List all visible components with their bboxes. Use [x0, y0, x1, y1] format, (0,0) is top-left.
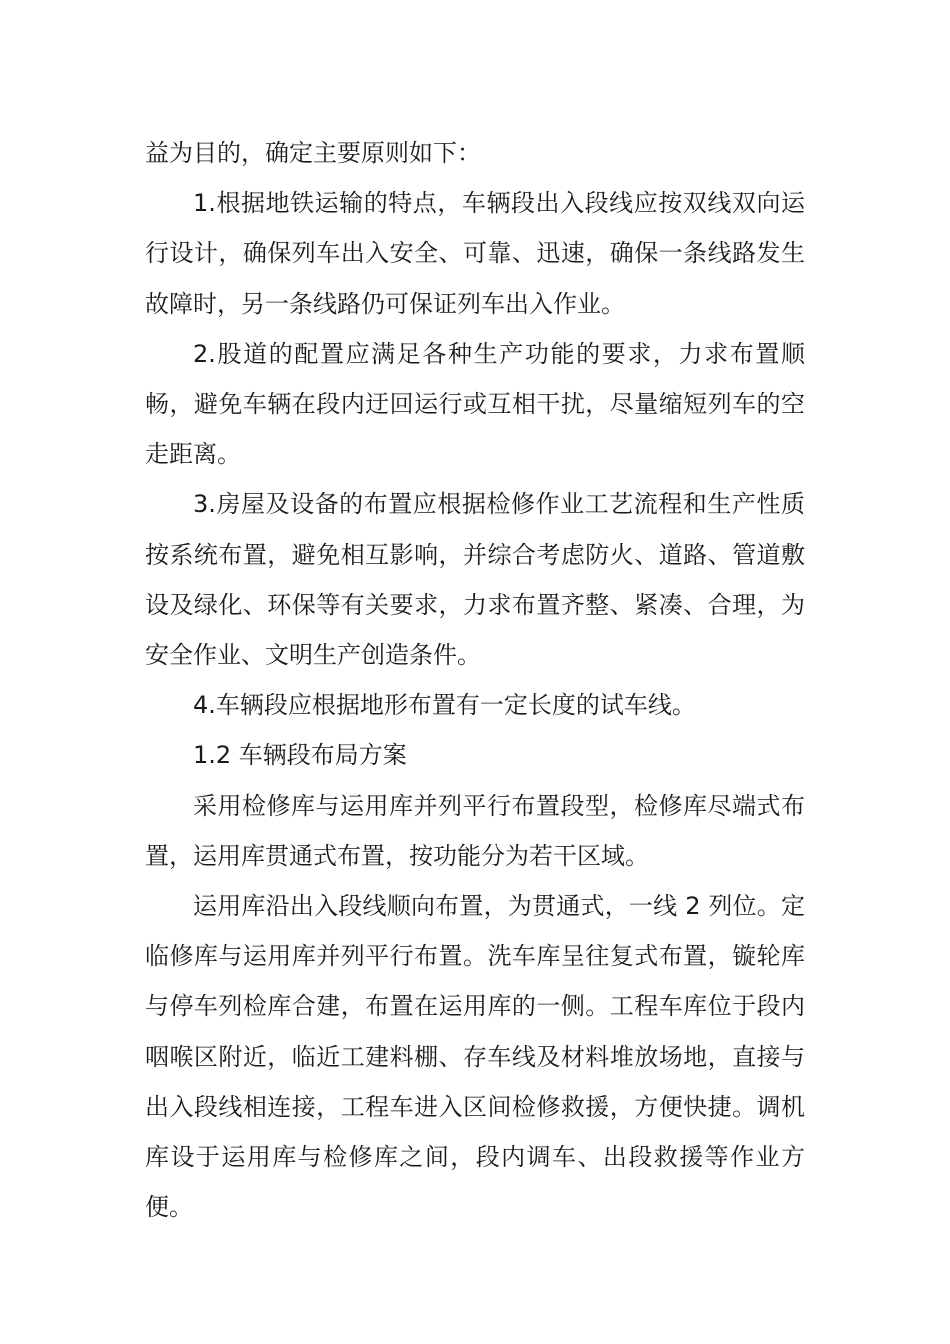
paragraph-principle-2: 2.股道的配置应满足各种生产功能的要求，力求布置顺畅，避免车辆在段内迂回运行或互相干扰，尽量缩短列车的空走距离。	[145, 339, 805, 469]
paragraph-depot-arrangement: 运用库沿出入段线顺向布置，为贯通式，一线 2 列位。定临修库与运用库并列平行布置。洗车库呈往复式布置，镟轮库与停车列检库合建，布置在运用库的一侧。工程车库位于段内咽喉区附近，临近工建料棚、存车线及材料堆放场地，直接与出入段线相连接，工程车进入区间检修救援，方便快捷。调机库设于运用库与检修库之间，段内调车、出段救援等作业方便。	[145, 892, 805, 1222]
paragraph-principle-1: 1.根据地铁运输的特点，车辆段出入段线应按双线双向运行设计，确保列车出入安全、可靠、迅速，确保一条线路发生故障时，另一条线路仍可保证列车出入作业。	[145, 189, 805, 318]
paragraph-principle-4: 4.车辆段应根据地形布置有一定长度的试车线。	[193, 691, 696, 720]
section-heading-1-2: 1.2 车辆段布局方案	[193, 741, 407, 770]
paragraph-principle-3: 3.房屋及设备的布置应根据检修作业工艺流程和生产性质按系统布置，避免相互影响，并综合考虑防火、道路、管道敷设及绿化、环保等有关要求，力求布置齐整、紧凑、合理，为安全作业、文明生产创造条件。	[145, 490, 805, 670]
paragraph-intro-continuation: 益为目的，确定主要原则如下：	[145, 139, 481, 167]
document-body	[145, 128, 805, 1232]
paragraph-layout-scheme: 采用检修库与运用库并列平行布置段型，检修库尽端式布置，运用库贯通式布置，按功能分为若干区域。	[145, 791, 805, 870]
